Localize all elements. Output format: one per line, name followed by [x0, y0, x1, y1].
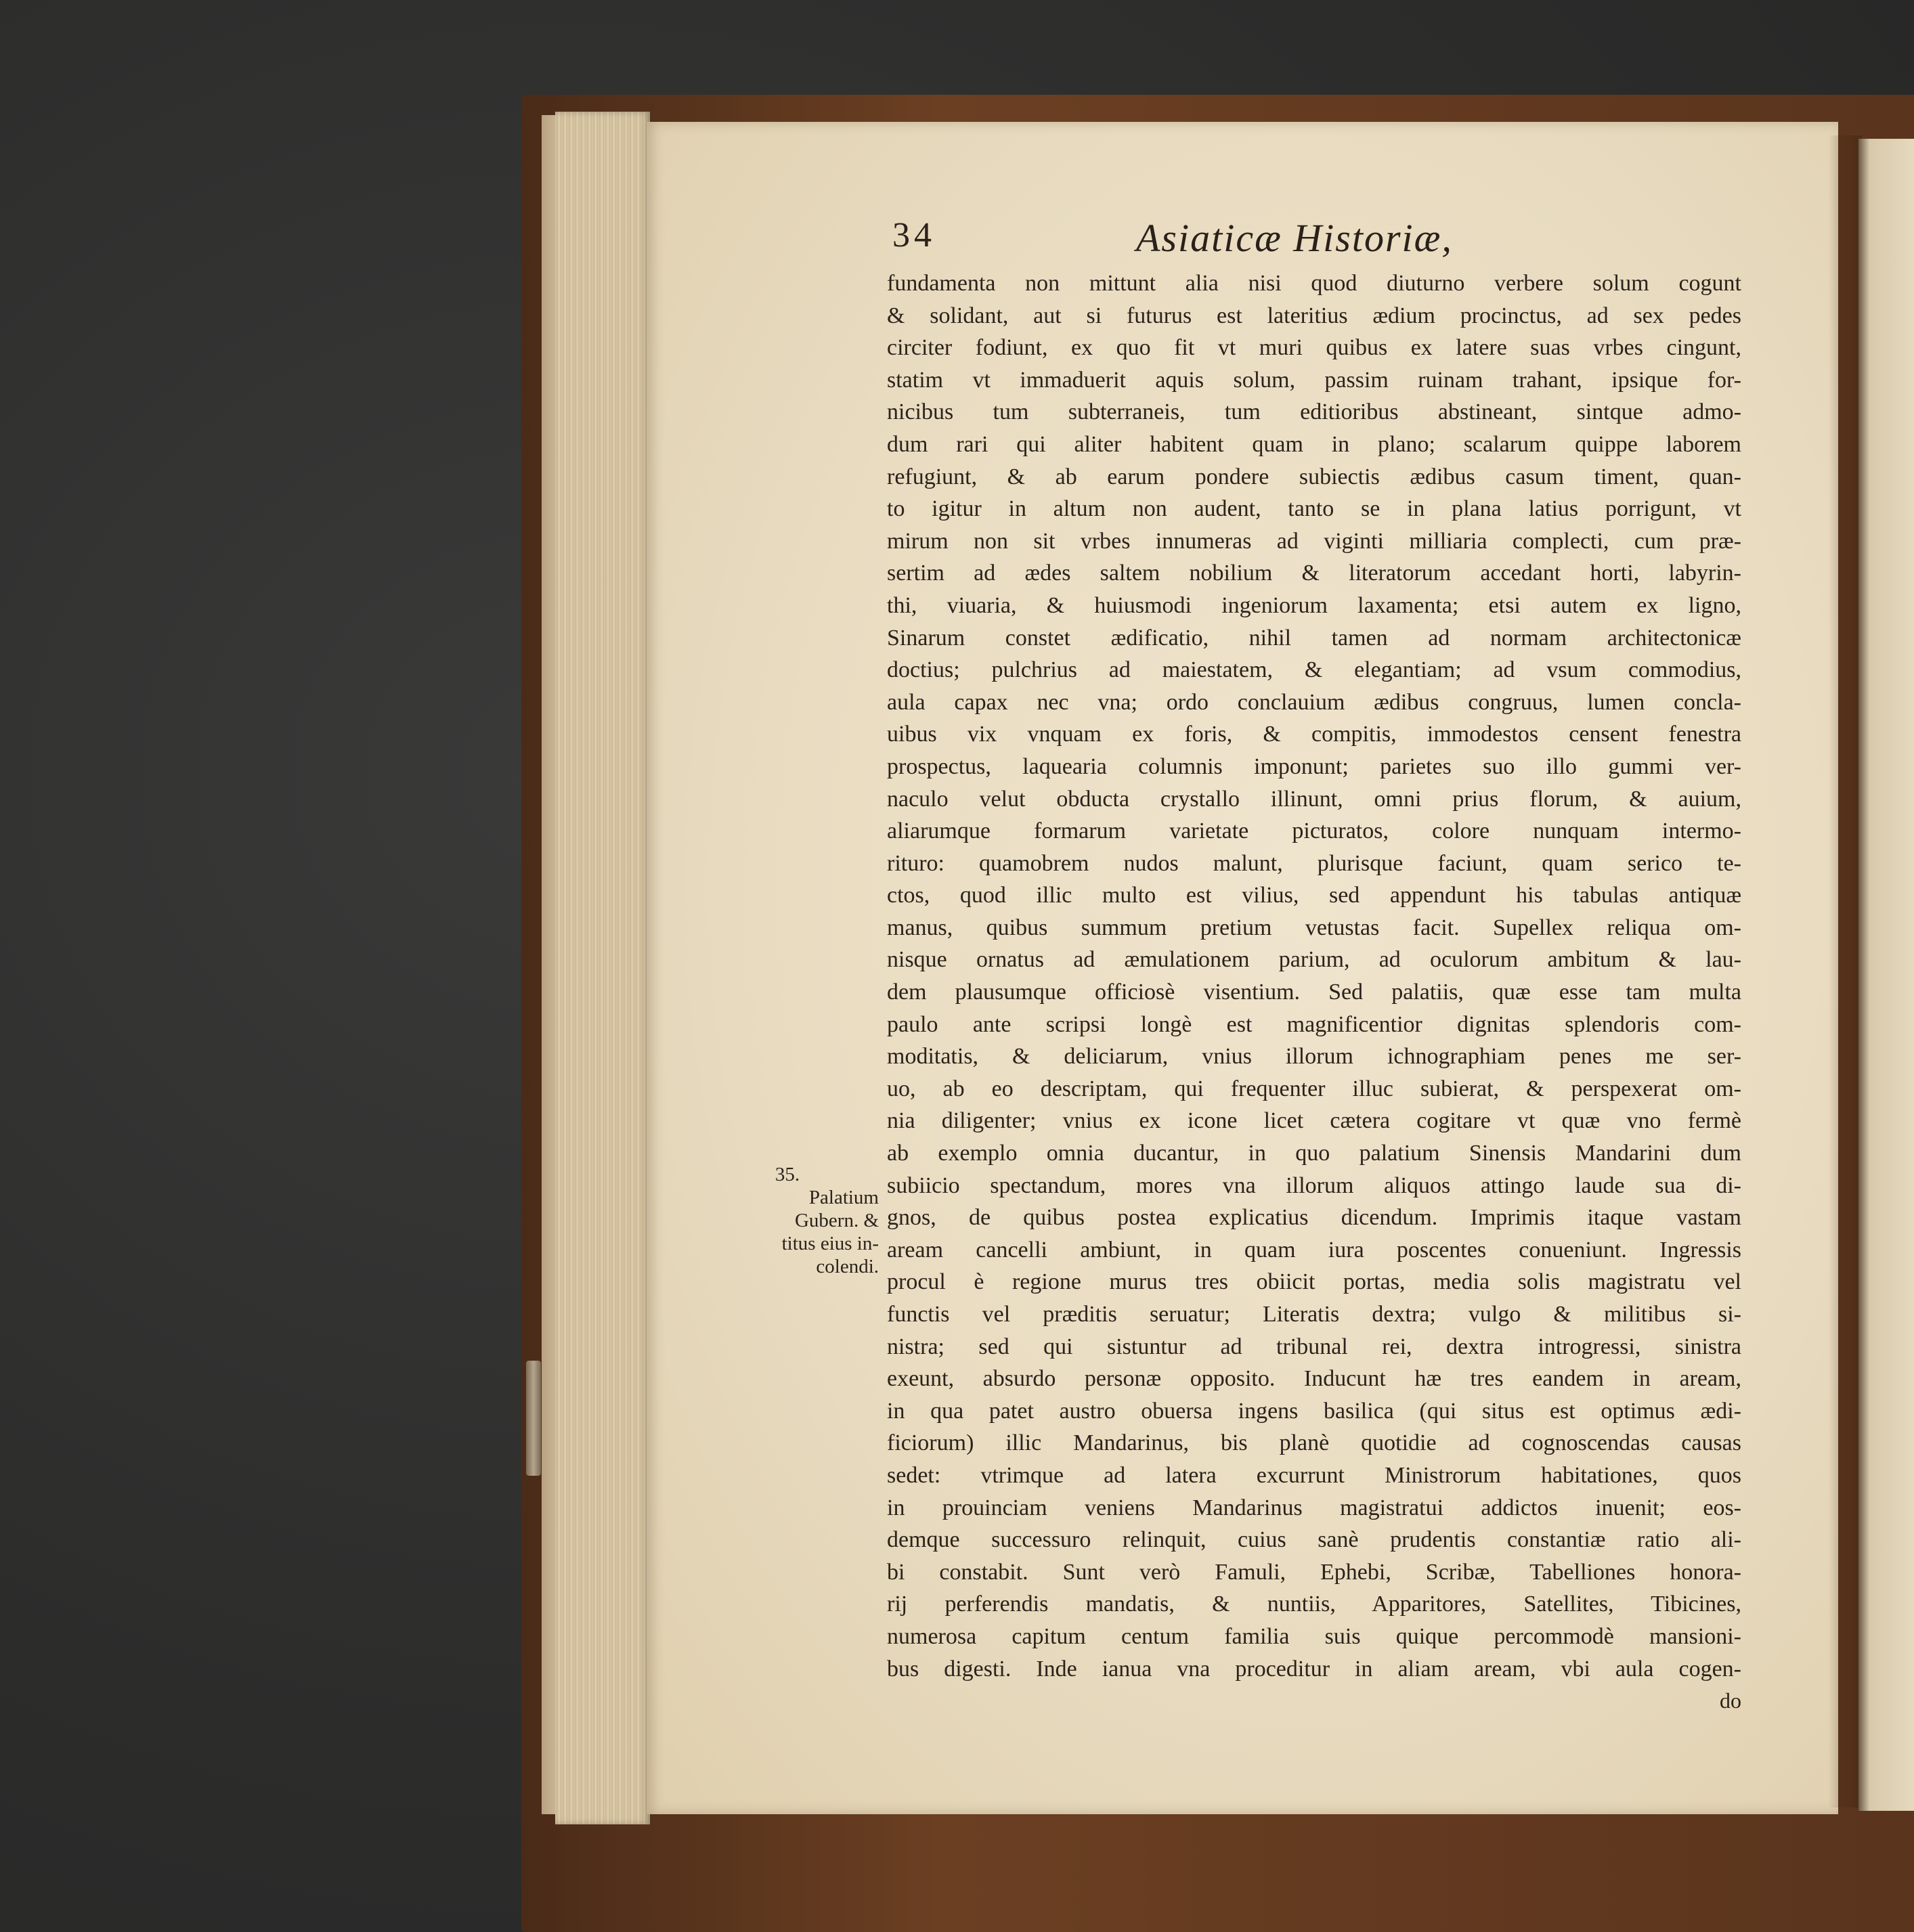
text-line: functis vel præditis seruatur; Literatis dextra; vulgo & militibus si-: [887, 1302, 1741, 1327]
text-line: sertim ad ædes saltem nobilium & literatorum accedant horti, labyrin-: [887, 561, 1741, 586]
text-line: mirum non sit vrbes innumeras ad viginti milliaria complecti, cum præ-: [887, 528, 1741, 554]
text-line: aream cancelli ambiunt, in quam iura poscentes conueniunt. Ingressis: [887, 1237, 1741, 1263]
catchword: do: [1720, 1688, 1741, 1713]
page-edges: [555, 112, 650, 1824]
text-line: manus, quibus summum pretium vetustas facit. Supellex reliqua om-: [887, 915, 1741, 940]
text-line: sedet: vtrimque ad latera excurrunt Ministrorum habitationes, quos: [887, 1462, 1741, 1488]
text-line: subiicio spectandum, mores vna illorum aliquos attingo laude sua di-: [887, 1172, 1741, 1198]
text-line: dum rari qui aliter habitent quam in plano; scalarum quippe laborem: [887, 431, 1741, 457]
text-line: aliarumque formarum varietate picturatos, colore nunquam intermo-: [887, 818, 1741, 844]
text-line: & solidant, aut si futurus est lateritius ædium procinctus, ad sex pedes: [887, 303, 1741, 328]
page-number: 34: [892, 216, 936, 255]
text-line: gnos, de quibus postea explicatius dicendum. Imprimis itaque vastam: [887, 1205, 1741, 1231]
text-line: thi, viuaria, & huiusmodi ingeniorum laxamenta; etsi autem ex ligno,: [887, 592, 1741, 618]
marginal-note-line: Gubern. &: [794, 1210, 879, 1231]
text-line: fundamenta non mittunt alia nisi quod diuturno verbere solum cogunt: [887, 271, 1741, 296]
text-line: paulo ante scripsi longè est magnificentior dignitas splendoris com-: [887, 1011, 1741, 1037]
text-line: in prouinciam veniens Mandarinus magistratui addictos inuenit; eos-: [887, 1495, 1741, 1520]
book-clasp: [526, 1361, 541, 1476]
gutter-shadow: [1828, 135, 1862, 1807]
page-header: [892, 215, 1745, 269]
text-line: numerosa capitum centum familia suis quique percommodè mansioni-: [887, 1623, 1741, 1649]
text-line: aula capax nec vna; ordo conclauium ædibus congruus, lumen concla-: [887, 689, 1741, 715]
text-line: naculo velut obducta crystallo illinunt, omni prius florum, & auium,: [887, 786, 1741, 812]
text-line: bi constabit. Sunt verò Famuli, Ephebi, Scribæ, Tabelliones honora-: [887, 1559, 1741, 1585]
running-title: Asiaticæ Historiæ,: [1136, 216, 1453, 260]
text-line: statim vt immaduerit aquis solum, passim ruinam trahant, ipsique for-: [887, 367, 1741, 393]
text-line: Sinarum constet ædificatio, nihil tamen ad normam architectonicæ: [887, 625, 1741, 651]
text-line: nicibus tum subterraneis, tum editioribus abstineant, sintque admo-: [887, 399, 1741, 425]
marginal-note-line: titus eius in-: [781, 1233, 879, 1254]
marginal-note-line: colendi.: [816, 1256, 879, 1277]
marginal-note-number: 35.: [775, 1164, 800, 1185]
text-line: to igitur in altum non audent, tanto se in plana latius porrigunt, vt: [887, 496, 1741, 522]
text-line: circiter fodiunt, ex quo fit vt muri quibus ex latere suas vrbes cingunt,: [887, 335, 1741, 361]
text-line: rituro: quamobrem nudos malunt, plurisque faciunt, quam serico te-: [887, 850, 1741, 876]
text-line: moditatis, & deliciarum, vnius illorum ichnographiam penes me ser-: [887, 1044, 1741, 1070]
text-line: rij perferendis mandatis, & nuntiis, Apparitores, Satellites, Tibicines,: [887, 1591, 1741, 1617]
text-line: nia diligenter; vnius ex icone licet cætera cogitare vt quæ vno fermè: [887, 1108, 1741, 1134]
marginal-note-line: Palatium: [808, 1187, 879, 1208]
text-line: exeunt, absurdo personæ opposito. Inducunt hæ tres eandem in aream,: [887, 1366, 1741, 1392]
text-line: doctius; pulchrius ad maiestatem, & elegantiam; ad vsum commodius,: [887, 657, 1741, 683]
text-line: uo, ab eo descriptam, qui frequenter illuc subierat, & perspexerat om-: [887, 1076, 1741, 1101]
body-text: [887, 267, 1741, 1717]
text-line: refugiunt, & ab earum pondere subiectis ædibus casum timent, quan-: [887, 464, 1741, 489]
text-line: procul è regione murus tres obiicit portas, media solis magistratu vel: [887, 1269, 1741, 1295]
text-line: prospectus, laquearia columnis imponunt; parietes suo illo gummi ver-: [887, 753, 1741, 779]
text-line: uibus vix vnquam ex foris, & compitis, immodestos censent fenestra: [887, 722, 1741, 747]
marginal-note: [737, 1163, 879, 1278]
text-line: dem plausumque officiosè visentium. Sed palatiis, quæ esse tam multa: [887, 980, 1741, 1005]
text-line: bus digesti. Inde ianua vna proceditur in aliam aream, vbi aula cogen-: [887, 1656, 1741, 1682]
text-line: ficiorum) illic Mandarinus, bis planè quotidie ad cognoscendas causas: [887, 1430, 1741, 1456]
text-line: in qua patet austro obuersa ingens basilica (qui situs est optimus ædi-: [887, 1398, 1741, 1424]
text-line: demque successuro relinquit, cuius sanè prudentis constantiæ ratio ali-: [887, 1527, 1741, 1553]
text-line: nistra; sed qui sistuntur ad tribunal rei, dextra introgressi, sinistra: [887, 1334, 1741, 1359]
text-line: ab exemplo omnia ducantur, in quo palatium Sinensis Mandarini dum: [887, 1141, 1741, 1166]
text-line: ctos, quod illic multo est vilius, sed appendunt his tabulas antiquæ: [887, 883, 1741, 908]
text-line: nisque ornatus ad æmulationem parium, ad oculorum ambitum & lau-: [887, 947, 1741, 973]
facing-page: [1858, 139, 1914, 1811]
